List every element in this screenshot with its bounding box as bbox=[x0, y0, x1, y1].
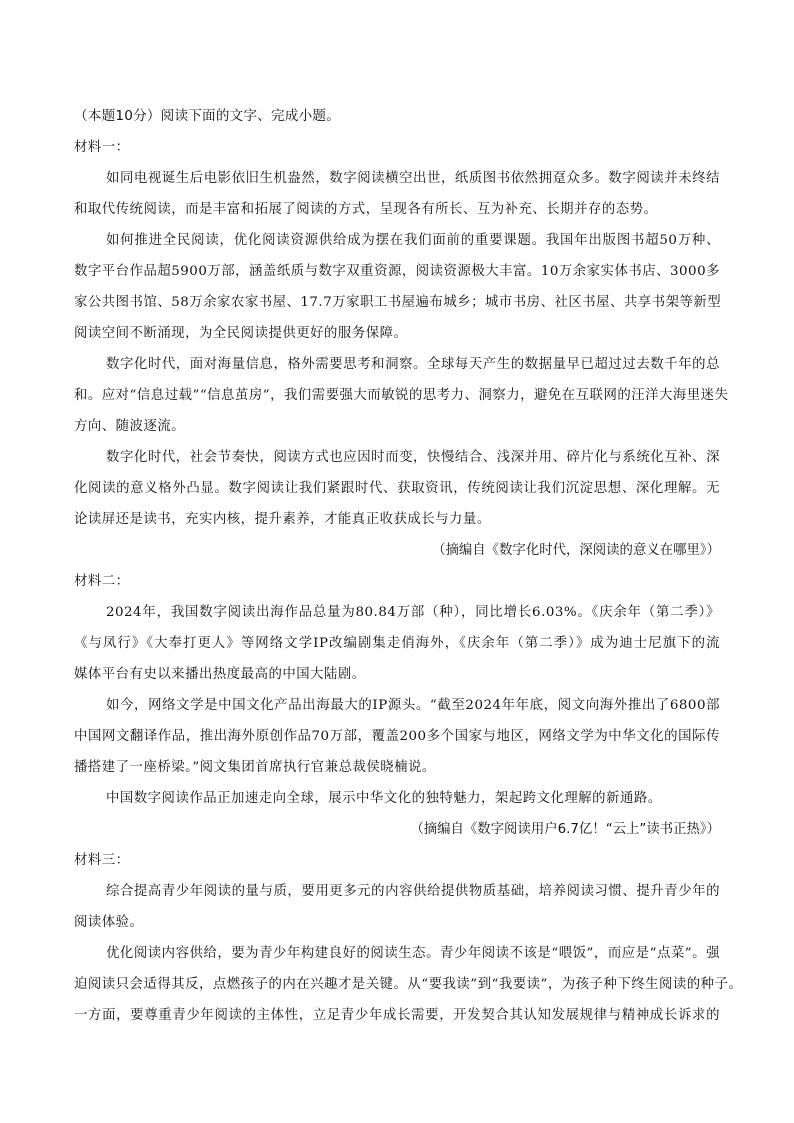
paragraph-line: 家公共图书馆、58万余家农家书屋、17.7万家职工书屋遍布城乡；城市书房、社区书屋、共享书架等新型 bbox=[74, 295, 722, 310]
paragraph-line: 迫阅读只会适得其反，点燃孩子的内在兴趣才是关键。从“要我读”到“我要读”，为孩子种下终生阅读的种子。 bbox=[74, 977, 743, 992]
paragraph-line: 化阅读的意义格外凸显。数字阅读让我们紧跟时代、获取资讯，传统阅读让我们沉淀思想、深化理解。无 bbox=[74, 481, 720, 496]
paragraph-line: 阅读空间不断涌现，为全民阅读提供更好的服务保障。 bbox=[74, 326, 408, 341]
paragraph-line: 数字化时代，社会节奏快，阅读方式也应因时而变，快慢结合、浅深并用、碎片化与系统化互补、深 bbox=[106, 450, 720, 465]
paragraph-line: 如何推进全民阅读，优化阅读资源供给成为摆在我们面前的重要课题。我国年出版图书超50万种、 bbox=[106, 233, 720, 248]
paragraph-line: 中国数字阅读作品正加速走向全球，展示中华文化的独特魅力，架起跨文化理解的新通路。 bbox=[106, 791, 662, 806]
paragraph-line: 2024年，我国数字阅读出海作品总量为80.84万部（种），同比增长6.03%。《庆余年（第二季）》 bbox=[106, 605, 720, 620]
paragraph-line: 播搭建了一座桥梁。”阅文集团首席执行官兼总裁侯晓楠说。 bbox=[74, 760, 436, 775]
paragraph-line: 阅读体验。 bbox=[74, 915, 144, 930]
paragraph-line: 一方面，要尊重青少年阅读的主体性，立足青少年成长需要，开发契合其认知发展规律与精神成长诉求的 bbox=[74, 1008, 720, 1023]
paragraph-line: 综合提高青少年阅读的量与质，要用更多元的内容供给提供物质基础，培养阅读习惯、提升青少年的 bbox=[106, 884, 720, 899]
paragraph-line: 《与凤行》《大奉打更人》等网络文学IP改编剧集走俏海外，《庆余年（第二季）》成为迪士尼旗下的流 bbox=[74, 636, 720, 651]
paragraph-line: 如今，网络文学是中国文化产品出海最大的IP源头。“截至2024年年底，阅文向海外推出了6800部 bbox=[106, 698, 720, 713]
material-1-source: （摘编自《数字化时代，深阅读的意义在哪里》） bbox=[432, 543, 720, 558]
paragraph-line: 数字化时代，面对海量信息，格外需要思考和洞察。全球每天产生的数据量早已超过过去数千年的总 bbox=[106, 357, 720, 372]
paragraph-line: 和。应对“信息过载”“信息茧房”，我们需要强大而敏锐的思考力、洞察力，避免在互联网的汪洋大海里迷失 bbox=[74, 388, 729, 403]
paragraph-line: 数字平台作品超5900万部，涵盖纸质与数字双重资源，阅读资源极大丰富。10万余家实体书店、3000多 bbox=[74, 264, 720, 279]
paragraph-line: 中国网文翻译作品，推出海外原创作品70万部，覆盖200多个国家与地区，网络文学为中华文化的国际传 bbox=[74, 729, 720, 744]
paragraph-line: 媒体平台有史以来播出热度最高的中国大陆剧。 bbox=[74, 667, 366, 682]
document-page bbox=[74, 101, 743, 1031]
material-3-heading: 材料三： bbox=[74, 853, 130, 868]
paragraph-line: 和取代传统阅读，而是丰富和拓展了阅读的方式，呈现各有所长、互为补充、长期并存的态势。 bbox=[74, 202, 658, 217]
paragraph-line: 方向、随波逐流。 bbox=[74, 419, 186, 434]
paragraph-line: 如同电视诞生后电影依旧生机盎然，数字阅读横空出世，纸质图书依然拥趸众多。数字阅读并未终结 bbox=[106, 171, 720, 186]
question-intro: （本题10分）阅读下面的文字、完成小题。 bbox=[74, 108, 340, 124]
material-2-heading: 材料二： bbox=[74, 574, 130, 589]
material-1-heading: 材料一： bbox=[74, 140, 130, 155]
paragraph-line: 优化阅读内容供给，要为青少年构建良好的阅读生态。青少年阅读不该是“喂饭”，而应是“点菜”。强 bbox=[106, 946, 720, 961]
paragraph-line: 论读屏还是读书，充实内核，提升素养，才能真正收获成长与力量。 bbox=[74, 512, 491, 527]
material-2-source: （摘编自《数字阅读用户6.7亿！“云上”读书正热》） bbox=[410, 822, 720, 837]
